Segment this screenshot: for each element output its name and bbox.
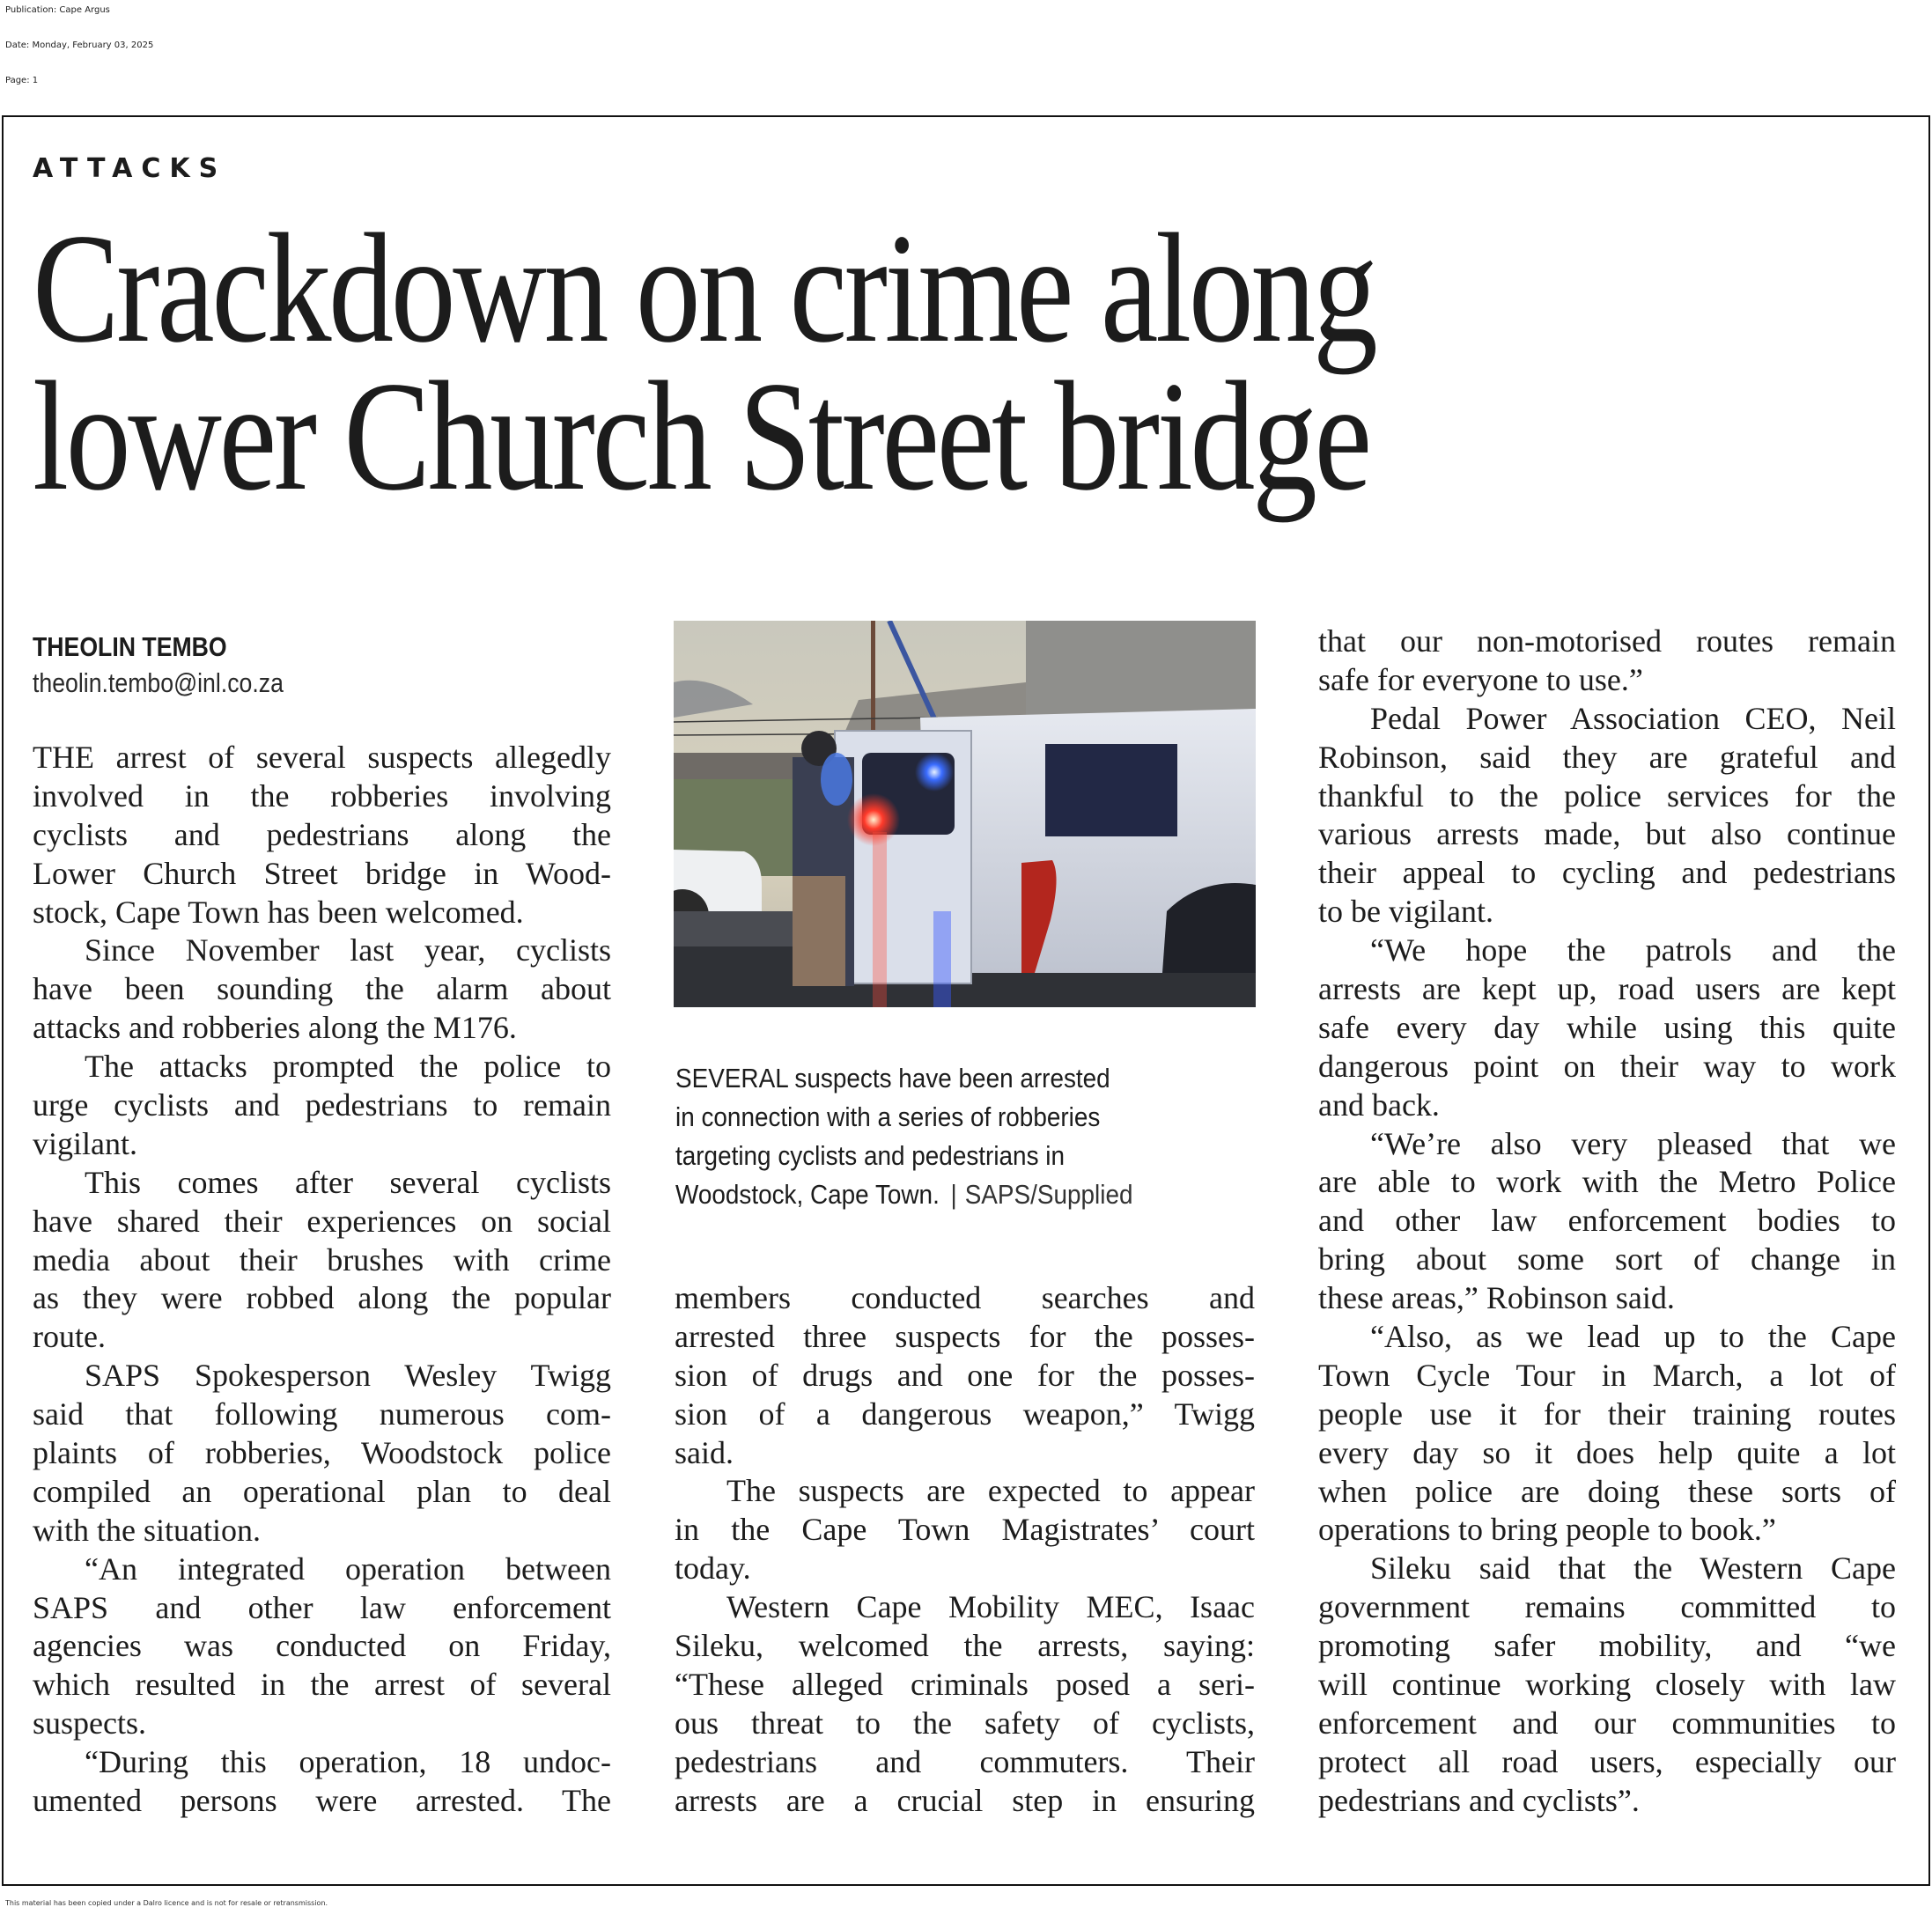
body-text-line: SAPS Spokesperson Wesley Twigg bbox=[85, 1358, 611, 1394]
body-text-line: plaints of robberies, Woodstock police bbox=[33, 1435, 611, 1471]
body-text-line: safe for everyone to use.” bbox=[1318, 661, 1643, 697]
photo-credit: SAPS/Supplied bbox=[964, 1179, 1133, 1210]
section-kicker: ATTACKS bbox=[33, 153, 227, 184]
body-text-line: will continue working closely with law bbox=[1318, 1667, 1896, 1703]
body-text-line: as they were robbed along the popular bbox=[33, 1280, 611, 1316]
headline-line-2: lower Church Street bridge bbox=[33, 349, 1369, 523]
body-text-line: This comes after several cyclists bbox=[85, 1164, 611, 1200]
body-text-line: sion of drugs and one for the posses- bbox=[675, 1357, 1255, 1393]
body-text-line: Town Cycle Tour in March, a lot of bbox=[1318, 1357, 1896, 1393]
body-text-line: thankful to the police services for the bbox=[1318, 777, 1896, 814]
body-text-line: The attacks prompted the police to bbox=[85, 1049, 611, 1085]
body-text-line: vigilant. bbox=[33, 1125, 137, 1161]
body-text-line: SAPS and other law enforcement bbox=[33, 1589, 611, 1625]
body-text-line: their appeal to cycling and pedestrians bbox=[1318, 855, 1896, 891]
body-text-line: route. bbox=[33, 1319, 106, 1355]
body-text-line: Robinson, said they are grateful and bbox=[1318, 739, 1896, 775]
body-text-line: agencies was conducted on Friday, bbox=[33, 1628, 611, 1664]
body-text-line: suspects. bbox=[33, 1705, 146, 1742]
article-column-middle bbox=[675, 1279, 1255, 1820]
body-text-line: “We’re also very pleased that we bbox=[1370, 1125, 1896, 1161]
body-text-line: with the situation. bbox=[33, 1512, 261, 1548]
body-text-line: Sileku said that the Western Cape bbox=[1370, 1550, 1896, 1587]
body-text-line: umented persons were arrested. The bbox=[33, 1783, 611, 1819]
body-text-line: involved in the robberies involving bbox=[33, 777, 611, 814]
body-text-line: Lower Church Street bridge in Wood- bbox=[33, 855, 611, 891]
body-text-line: people use it for their training routes bbox=[1318, 1395, 1896, 1432]
body-text-line: ous threat to the safety of cyclists, bbox=[675, 1705, 1255, 1741]
body-text-line: and other law enforcement bodies to bbox=[1318, 1203, 1896, 1239]
body-text-line: sion of a dangerous weapon,” Twigg bbox=[675, 1395, 1255, 1432]
caption-line-last bbox=[675, 1175, 1230, 1214]
article-photo bbox=[674, 621, 1256, 1007]
body-text-line: “We hope the patrols and the bbox=[1370, 932, 1896, 968]
body-text-line: The suspects are expected to appear bbox=[726, 1473, 1255, 1509]
body-text-line: “An integrated operation between bbox=[85, 1550, 611, 1587]
body-text-line: arrests are a crucial step in ensuring bbox=[675, 1782, 1255, 1818]
body-text-line: pedestrians and commuters. Their bbox=[675, 1743, 1255, 1779]
body-text-line: “These alleged criminals posed a seri- bbox=[675, 1666, 1255, 1702]
body-text-line: bring about some sort of change in bbox=[1318, 1241, 1896, 1278]
body-text-line: government remains committed to bbox=[1318, 1589, 1896, 1625]
body-text-line: media about their brushes with crime bbox=[33, 1241, 611, 1278]
body-text-line: and back. bbox=[1318, 1086, 1440, 1123]
body-text-line: compiled an operational plan to deal bbox=[33, 1473, 611, 1509]
body-text-line: are able to work with the Metro Police bbox=[1318, 1164, 1896, 1200]
body-text-line: promoting safer mobility, and “we bbox=[1318, 1628, 1896, 1664]
body-text-line: every day so it does help quite a lot bbox=[1318, 1434, 1896, 1470]
body-text-line: these areas,” Robinson said. bbox=[1318, 1280, 1675, 1316]
body-text-line: cyclists and pedestrians along the bbox=[33, 816, 611, 852]
body-text-line: in the Cape Town Magistrates’ court bbox=[675, 1512, 1255, 1548]
body-text-line: operations to bring people to book.” bbox=[1318, 1512, 1776, 1548]
police-vehicle-photo bbox=[674, 621, 1256, 1007]
body-text-line: Since November last year, cyclists bbox=[85, 932, 611, 968]
licence-notice: This material has been copied under a Dalro licence and is not for resale or retransmission. bbox=[5, 1899, 328, 1907]
body-text-line: attacks and robberies along the M176. bbox=[33, 1010, 517, 1046]
body-text-line: said. bbox=[675, 1434, 734, 1470]
body-text-line: members conducted searches and bbox=[675, 1280, 1255, 1315]
body-text-line: when police are doing these sorts of bbox=[1318, 1473, 1896, 1509]
body-text-line: “Also, as we lead up to the Cape bbox=[1370, 1319, 1896, 1355]
publication-label: Publication: Cape Argus bbox=[5, 5, 110, 15]
body-text-line: Pedal Power Association CEO, Neil bbox=[1370, 700, 1896, 736]
body-text-line: THE arrest of several suspects allegedly bbox=[33, 740, 611, 775]
body-text-line: which resulted in the arrest of several bbox=[33, 1667, 611, 1703]
article-column-right bbox=[1318, 622, 1896, 1821]
body-text-line: “During this operation, 18 undoc- bbox=[85, 1744, 611, 1780]
body-text-line: today. bbox=[675, 1550, 751, 1587]
caption-line: SEVERAL suspects have been arrested bbox=[675, 1063, 1110, 1094]
blue-light bbox=[915, 753, 954, 792]
body-text-line: various arrests made, but also continue bbox=[1318, 816, 1896, 852]
date-label: Date: Monday, February 03, 2025 bbox=[5, 41, 154, 50]
body-text-line: Sileku, welcomed the arrests, saying: bbox=[675, 1628, 1255, 1664]
body-text-line: said that following numerous com- bbox=[33, 1396, 611, 1432]
body-text-line: that our non-motorised routes remain bbox=[1318, 623, 1896, 659]
body-text-line: Western Cape Mobility MEC, Isaac bbox=[726, 1589, 1255, 1625]
body-text-line: protect all road users, especially our bbox=[1318, 1743, 1896, 1779]
body-text-line: arrests are kept up, road users are kept bbox=[1318, 971, 1896, 1007]
body-text-line: safe every day while using this quite bbox=[1318, 1009, 1896, 1045]
caption-text: Woodstock, Cape Town. bbox=[675, 1179, 940, 1210]
body-text-line: have been sounding the alarm about bbox=[33, 971, 611, 1007]
article-column-left bbox=[33, 739, 611, 1821]
byline-author: THEOLIN TEMBO bbox=[33, 631, 227, 662]
body-text-line: arrested three suspects for the posses- bbox=[675, 1318, 1255, 1354]
byline-email[interactable]: theolin.tembo@inl.co.za bbox=[33, 667, 284, 698]
body-text-line: dangerous point on their way to work bbox=[1318, 1048, 1896, 1084]
body-text-line: urge cyclists and pedestrians to remain bbox=[33, 1087, 611, 1123]
page-label: Page: 1 bbox=[5, 76, 39, 85]
body-text-line: enforcement and our communities to bbox=[1318, 1705, 1896, 1741]
body-text-line: have shared their experiences on social bbox=[33, 1203, 611, 1239]
headline-line-1: Crackdown on crime along bbox=[33, 201, 1375, 375]
credit-separator: | bbox=[950, 1179, 957, 1210]
body-text-line: to be vigilant. bbox=[1318, 894, 1493, 930]
body-text-line: stock, Cape Town has been welcomed. bbox=[33, 894, 524, 930]
photo-caption bbox=[675, 1059, 1292, 1214]
body-text-line: pedestrians and cyclists”. bbox=[1318, 1782, 1640, 1818]
caption-line: targeting cyclists and pedestrians in bbox=[675, 1140, 1065, 1171]
caption-line: in connection with a series of robberies bbox=[675, 1101, 1101, 1132]
